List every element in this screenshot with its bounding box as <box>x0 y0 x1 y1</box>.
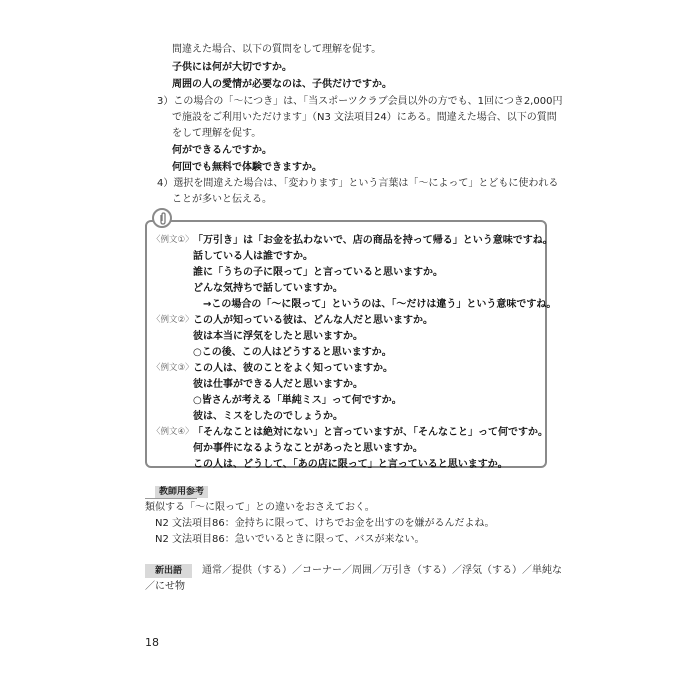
teacher-ref-line: 類似する「〜に限って」との違いをおさえておく。 <box>145 502 375 513</box>
example-label: 〈例文②〉 <box>152 315 194 325</box>
example-label: 〈例文④〉 <box>152 427 194 437</box>
item-4-line: 4）選択を間違えた場合は、「変わります」という言葉は「〜によって」とどもに使われる <box>157 178 559 189</box>
example-line: 「そんなことは絶対にない」と言っていますが、「そんなこと」って何ですか。 <box>193 427 548 438</box>
example-line: 「万引き」は「お金を払わないで、店の商品を持って帰る」という意味ですね。 <box>193 235 553 246</box>
question-line: 子供には何が大切ですか。 <box>172 62 292 73</box>
teacher-ref-tag: 教師用参考 <box>155 486 208 498</box>
paperclip-icon <box>152 208 172 228</box>
page-number: 18 <box>145 636 159 649</box>
new-words-line: 通常／提供（する）／コーナー／周囲／万引き（する）／浮気（する）／単純な <box>202 565 562 576</box>
teacher-ref-line: N2 文法項目86：金持ちに限って、けちでお金を出すのを嫌がるんだよね。 <box>155 518 495 529</box>
example-line: この人が知っている彼は、どんな人だと思いますか。 <box>193 315 433 326</box>
example-line: 彼は、ミスをしたのでしょうか。 <box>193 411 343 422</box>
example-label: 〈例文③〉 <box>152 363 194 373</box>
question-line: 何ができるんですか。 <box>172 145 272 156</box>
new-words-tag: 新出語 <box>145 564 192 578</box>
item-3-line: で施設をご利用いただけます」（N3 文法項目24）にある。間違えた場合、以下の質問 <box>172 112 557 123</box>
example-line: この人は、どうして、「あの店に限って」と言っていると思いますか。 <box>193 459 508 470</box>
example-line: この人は、彼のことをよく知っていますか。 <box>193 363 393 374</box>
new-words-line: ／にせ物 <box>145 581 185 592</box>
instruction-line: 間違えた場合、以下の質問をして理解を促す。 <box>172 44 382 55</box>
example-line: 誰に「うちの子に限って」と言っていると思いますか。 <box>193 267 443 278</box>
example-line: 話している人は誰ですか。 <box>193 251 313 262</box>
question-line: 何回でも無料で体験できますか。 <box>172 162 322 173</box>
example-line: どんな気持ちで話していますか。 <box>193 283 343 294</box>
example-label: 〈例文①〉 <box>152 235 194 245</box>
example-line: ○この後、この人はどうすると思いますか。 <box>193 347 392 358</box>
example-line: 何か事件になるようなことがあったと思いますか。 <box>193 443 423 454</box>
example-line: 彼は仕事ができる人だと思いますか。 <box>193 379 363 390</box>
item-4-line: ことが多いと伝える。 <box>172 194 272 205</box>
item-3-line: 3）この場合の「〜につき」は、「当スポーツクラブ会員以外の方でも、1回につき2,000円 <box>157 96 563 107</box>
example-line: →この場合の「〜に限って」というのは、「〜だけは違う」という意味ですね。 <box>203 299 557 310</box>
item-3-line: をして理解を促す。 <box>172 128 262 139</box>
example-line: 彼は本当に浮気をしたと思いますか。 <box>193 331 363 342</box>
question-line: 周囲の人の愛情が必要なのは、子供だけですか。 <box>172 79 392 90</box>
teacher-ref-rule <box>145 498 197 499</box>
example-line: ○皆さんが考える「単純ミス」って何ですか。 <box>193 395 402 406</box>
teacher-ref-line: N2 文法項目86：急いでいるときに限って、バスが来ない。 <box>155 534 425 545</box>
